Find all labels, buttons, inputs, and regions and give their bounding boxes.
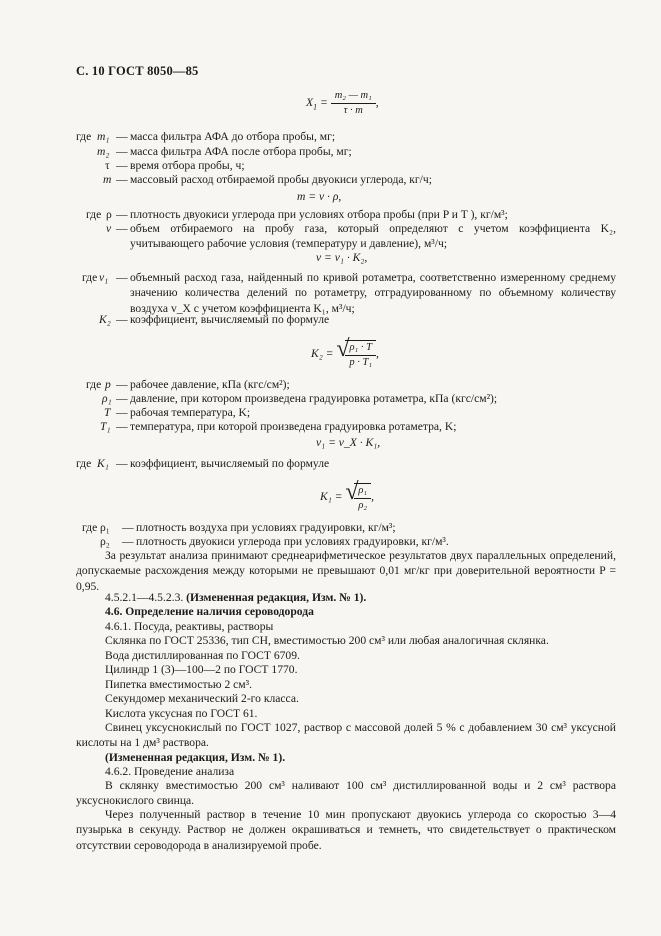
formula-x1-fraction (331, 90, 376, 117)
def-symbol: v₁ (99, 271, 109, 284)
def-symbol: T (104, 406, 111, 419)
def-prefix: где (86, 378, 102, 391)
def-dash: — (116, 406, 128, 419)
def-prefix: где (76, 130, 92, 143)
def-dash: — (116, 173, 128, 186)
formula-k1-numerator: ρ₁ (354, 485, 371, 499)
formula-x1-eq: = (317, 96, 331, 110)
def-symbol: ρ₁ (100, 521, 110, 534)
def-text: температура, при которой произведена градуировка ротаметра, K; (130, 420, 457, 433)
def-dash: — (116, 145, 128, 158)
def-text: плотность двуокиси углерода при условиях отбора пробы (при P и T ), кг/м³; (130, 208, 508, 221)
section-4-6-1-title: 4.6.1. Посуда, реактивы, растворы (105, 620, 274, 633)
paragraph-result: За результат анализа принимают среднеарифметическое результатов двух параллельных определений, допускаемые расхождения между которыми не превышают 0,01 мг/кг при доверительной вероятности P = 0,95. (76, 549, 616, 593)
def-dash: — (122, 521, 134, 534)
def-symbol: m₁ (97, 130, 110, 143)
formula-v1: v₁ = v_X · K₁, (316, 436, 381, 449)
section-4-6-2-title: 4.6.2. Проведение анализа (105, 765, 235, 778)
def-symbol: K₁ (97, 457, 109, 470)
def-text: рабочая температура, K; (130, 406, 251, 419)
formula-k1 (320, 479, 374, 512)
def-prefix: где (86, 208, 102, 221)
sqrt-k1 (345, 479, 371, 512)
formula-x1-denominator: τ · m (343, 105, 363, 116)
list-item: Цилиндр 1 (3)—100—2 по ГОСТ 1770. (105, 663, 298, 676)
section-4-6-title: 4.6. Определение наличия сероводорода (105, 605, 314, 618)
def-text: время отбора пробы, ч; (130, 159, 245, 172)
formula-k2-lhs: K₂ = (311, 347, 337, 361)
def-symbol: T₁ (100, 420, 111, 433)
def-dash: — (116, 130, 128, 143)
formula-x1-tail: , (375, 96, 379, 110)
def-text: коэффициент, вычисляемый по формуле (130, 313, 330, 326)
radical-icon: √ (336, 336, 350, 362)
amendment-note-1 (76, 590, 616, 605)
list-item: Склянка по ГОСТ 25336, тип СН, вместимостью 200 см³ или любая аналогичная склянка. (105, 634, 549, 647)
def-text: плотность двуокиси углерода при условиях градуировки, кг/м³. (136, 535, 449, 548)
page-header: С. 10 ГОСТ 8050—85 (76, 64, 199, 78)
formula-m: m = v · ρ, (297, 190, 342, 203)
list-item: Вода дистиллированная по ГОСТ 6709. (105, 649, 300, 662)
def-symbol: v (106, 222, 112, 235)
list-item: Секундомер механический 2-го класса. (105, 692, 299, 705)
def-prefix: где (82, 271, 98, 284)
formula-k2-numerator: ρ₁ · T (345, 342, 376, 356)
def-text: давление, при котором произведена градуировка ротаметра, кПа (кгс/см²); (130, 392, 498, 405)
def-text: плотность воздуха при условиях градуировки, кг/м³; (136, 521, 396, 534)
def-dash: — (116, 208, 128, 221)
formula-x1-lhs-sub: 1 (313, 102, 318, 112)
amendment-text: (Измененная редакция, Изм. № 1). (186, 591, 367, 604)
def-dash: — (116, 222, 128, 235)
def-prefix: где (82, 521, 98, 534)
formula-v: v = v₁ · K₂, (316, 251, 368, 264)
def-dash: — (116, 271, 128, 284)
def-text: коэффициент, вычисляемый по формуле (130, 457, 330, 470)
def-text: масса фильтра АФА до отбора пробы, мг; (130, 130, 336, 143)
def-text: масса фильтра АФА после отбора пробы, мг; (130, 145, 352, 158)
def-symbol: ρ (106, 208, 112, 221)
def-symbol: p (105, 378, 111, 391)
def-text: рабочее давление, кПа (кгс/см²); (130, 378, 290, 391)
def-dash: — (116, 378, 128, 391)
def-symbol: m₂ (97, 145, 110, 158)
formula-k2 (311, 336, 379, 369)
formula-k1-denominator: ρ₂ (358, 500, 368, 511)
radical-icon: √ (345, 479, 359, 505)
formula-k1-tail: , (371, 490, 374, 504)
formula-x1-numerator: m₂ — m₁ (331, 90, 376, 104)
def-symbol: m (103, 173, 112, 186)
list-item: Кислота уксусная по ГОСТ 61. (105, 707, 258, 720)
list-item: Пипетка вместимостью 2 см³. (105, 678, 252, 691)
formula-k2-tail: , (376, 347, 379, 361)
def-text: объемный расход газа, найденный по кривой ротаметра, соответственно измеренному среднему значению количества делений по ротаметру, отградуированному по объемному количеству воздуха v_X с учетом коэффициента K₁, м³/ч; (130, 271, 616, 315)
def-dash: — (116, 420, 128, 433)
amendment-note-2: (Измененная редакция, Изм. № 1). (105, 751, 286, 764)
def-text: объем отбираемого на пробу газа, который определяют с учетом коэффициента K₂, учитывающего рабочие условия (температуру и давление), м³/ч; (130, 222, 616, 251)
formula-x1 (306, 90, 379, 117)
def-dash: — (116, 313, 128, 326)
formula-k2-denominator: p · T₁ (349, 357, 373, 368)
def-symbol: K₂ (99, 313, 111, 326)
def-prefix: где (76, 457, 92, 470)
def-symbol: τ (105, 159, 110, 172)
paragraph-procedure-2: Через полученный раствор в течение 10 мин пропускают двуокись углерода со скоростью 3—4 пузырька в секунду. Раствор не должен окрашиваться и темнеть, что свидетельствует о практическом отсутствии сероводорода в анализируемой пробе. (76, 808, 616, 852)
paragraph-procedure-1: В склянку вместимостью 200 см³ наливают 100 см³ дистиллированной воды и 2 см³ раствора уксуснокислого свинца. (76, 779, 616, 808)
formula-x1-lhs: X (306, 96, 314, 110)
def-symbol: ρ₁ (102, 392, 112, 405)
def-dash: — (116, 392, 128, 405)
sqrt-k2 (336, 336, 376, 369)
formula-k1-lhs: K₁ = (320, 490, 346, 504)
def-text: массовый расход отбираемой пробы двуокиси углерода, кг/ч; (130, 173, 432, 186)
def-dash: — (122, 535, 134, 548)
list-item: Свинец уксуснокислый по ГОСТ 1027, раствор с массовой долей 5 % с добавлением 30 см³ уксусной кислоты на 1 дм³ раствора. (76, 721, 616, 750)
def-dash: — (116, 457, 128, 470)
def-dash: — (116, 159, 128, 172)
def-symbol: ρ₂ (100, 535, 110, 548)
amendment-number: 4.5.2.1—4.5.2.3. (105, 591, 184, 604)
